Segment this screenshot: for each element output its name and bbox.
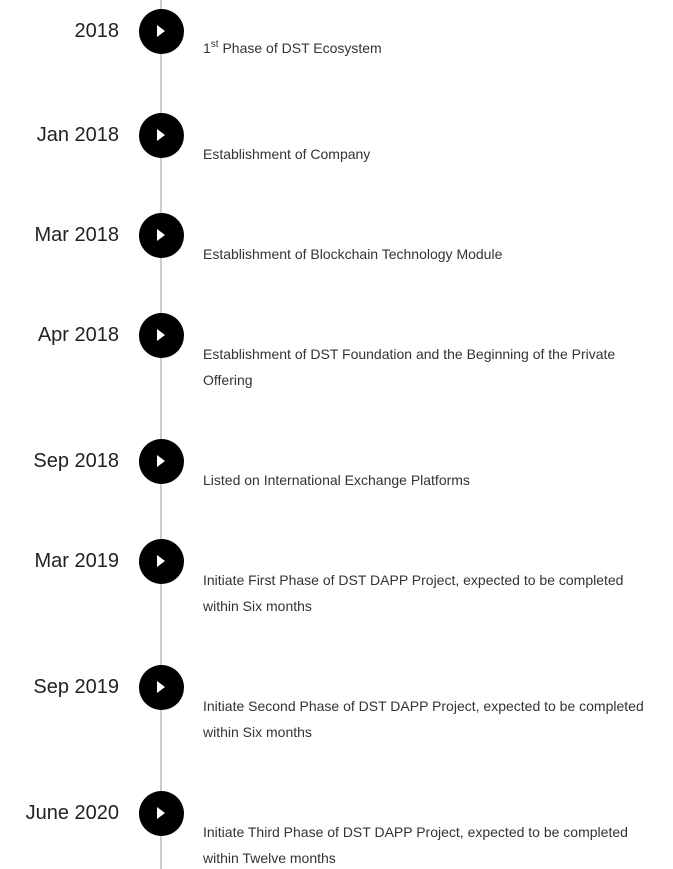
play-icon xyxy=(157,555,165,567)
timeline-marker[interactable] xyxy=(139,213,184,258)
play-icon xyxy=(157,455,165,467)
entry-date: 2018 xyxy=(74,20,119,42)
entry-text-body: Listed on International Exchange Platforms xyxy=(203,472,470,488)
timeline-marker[interactable] xyxy=(139,791,184,836)
entry-text-body: Initiate Third Phase of DST DAPP Project, expected to be completed within Twelve months xyxy=(203,824,628,866)
play-icon xyxy=(157,329,165,341)
entry-date: Sep 2019 xyxy=(33,676,119,698)
entry-text-body: Initiate First Phase of DST DAPP Project, expected to be completed within Six months xyxy=(203,572,624,614)
play-icon xyxy=(157,129,165,141)
entry-date: June 2020 xyxy=(25,802,119,824)
entry-date: Jan 2018 xyxy=(36,124,119,146)
entry-date: Mar 2018 xyxy=(34,224,119,246)
play-icon xyxy=(157,25,165,37)
play-icon xyxy=(157,807,165,819)
play-icon xyxy=(157,681,165,693)
play-icon xyxy=(157,229,165,241)
timeline-marker[interactable] xyxy=(139,539,184,584)
entry-description xyxy=(203,693,663,745)
entry-description xyxy=(203,341,663,393)
entry-description xyxy=(203,241,663,267)
timeline-marker[interactable] xyxy=(139,665,184,710)
entry-description xyxy=(203,467,663,493)
timeline-marker[interactable] xyxy=(139,9,184,54)
entry-description xyxy=(203,819,663,869)
entry-date: Mar 2019 xyxy=(34,550,119,572)
entry-date: Sep 2018 xyxy=(33,450,119,472)
entry-description xyxy=(203,141,663,167)
entry-date: Apr 2018 xyxy=(37,324,119,346)
entry-text-body: Establishment of Company xyxy=(203,146,371,162)
entry-text-body: Phase of DST Ecosystem xyxy=(218,40,382,56)
timeline-marker[interactable] xyxy=(139,439,184,484)
entry-text-prefix: 1 xyxy=(203,40,211,56)
entry-description xyxy=(203,35,663,61)
entry-text-body: Establishment of DST Foundation and the Beginning of the Private Offering xyxy=(203,346,616,388)
entry-text-body: Initiate Second Phase of DST DAPP Project, expected to be completed within Six months xyxy=(203,698,644,740)
entry-text-body: Establishment of Blockchain Technology Module xyxy=(203,246,503,262)
entry-description xyxy=(203,567,663,619)
entry-text-superscript: st xyxy=(210,39,219,50)
timeline-marker[interactable] xyxy=(139,113,184,158)
timeline-marker[interactable] xyxy=(139,313,184,358)
